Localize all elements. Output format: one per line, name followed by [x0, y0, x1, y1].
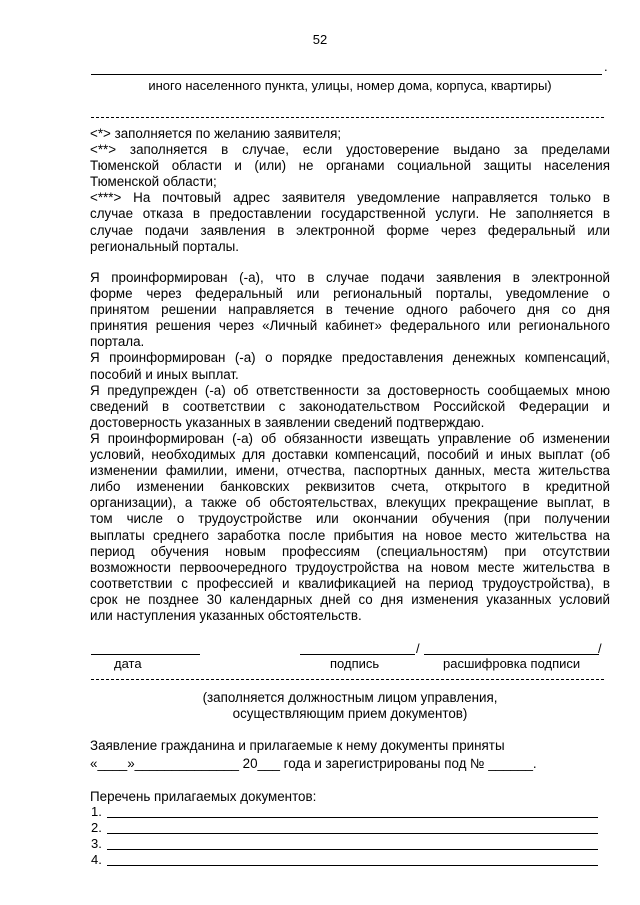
official-note — [90, 690, 610, 722]
signature-fill-line — [300, 654, 415, 655]
address-caption: иного населенного пункта, улицы, номер дома, корпуса, квартиры) — [148, 78, 552, 93]
statement-4-line-2: условий, необходимых для доставки компенсаций, пособий и иных выплат (об — [90, 447, 610, 463]
statement-4-line-6: том числе о трудоустройстве или окончании обучения (при получении — [90, 511, 610, 527]
official-note-line-2: осуществляющим прием документов) — [232, 706, 468, 721]
footnote-3-line-3: случае подачи заявления в электронной форме через федеральный или — [90, 222, 610, 238]
statement-1-line-4: принятия решения через «Личный кабинет» федерального или регионального — [90, 318, 610, 334]
statement-3-line-1: Я предупрежден (-а) об ответственности за достоверность сообщаемых мною — [90, 382, 610, 398]
official-separator — [91, 679, 604, 680]
statement-4-line-4: либо изменении банковских реквизитов счета, открытого в кредитной — [90, 479, 610, 495]
statement-4-line-10: соответствии с профессией и квалификацией на период трудоустройства), в — [90, 575, 610, 591]
official-note-line-1: (заполняется должностным лицом управления, — [202, 690, 498, 705]
address-fill-line — [91, 74, 602, 75]
documents-title: Перечень прилагаемых документов: — [90, 789, 317, 804]
statement-1-line-5: портала. — [90, 334, 145, 350]
statement-1-line-2: форме через федеральный или региональный порталы, уведомление о — [90, 286, 610, 302]
footnote-2-line-2: Тюменской области и (или) не органами социальной защиты населения — [90, 158, 610, 174]
address-line-dot: . — [604, 59, 608, 74]
document-item-1-line — [107, 817, 598, 818]
date-fill-line — [91, 654, 200, 655]
footnote-3-line-1: <***> На почтовый адрес заявителя уведомление направляется только в — [90, 190, 610, 206]
accepted-statement: Заявление гражданина и прилагаемые к нему документы приняты — [90, 738, 505, 753]
signature-end-slash: / — [598, 641, 602, 656]
document-item-3-number: 3. — [91, 836, 102, 851]
statement-1-line-1: Я проинформирован (-а), что в случае подачи заявления в электронной — [90, 270, 610, 285]
statement-3-line-2: сведений в соответствии с законодательством Российской Федерации и — [90, 398, 610, 414]
footnotes-block — [90, 126, 610, 255]
statement-4-line-11: срок не позднее 30 календарных дней со дня изменения указанных условий — [90, 591, 610, 607]
footnote-2-line-3: Тюменской области; — [90, 174, 217, 190]
document-item-2-number: 2. — [91, 820, 102, 835]
statement-4-line-8: период обучения новым профессиям (специальностям) при отсутствии — [90, 543, 610, 559]
statement-4-line-12: или наступления указанных обстоятельств. — [90, 607, 362, 623]
footnote-2-line-1: <**> заполняется в случае, если удостоверение выдано за пределами — [90, 142, 610, 158]
signature-separator: / — [416, 641, 420, 656]
document-item-4-line — [107, 865, 598, 866]
decode-fill-line — [424, 654, 599, 655]
footnotes-separator — [91, 117, 604, 118]
document-item-1-number: 1. — [91, 804, 102, 819]
document-item-2-line — [107, 833, 598, 834]
footnote-3-line-2: случае отказа в предоставлении государственной услуги. Не заполняется в — [90, 206, 610, 222]
signature-label: подпись — [330, 656, 380, 671]
statement-4-line-1: Я проинформирован (-а) об обязанности извещать управление об изменении — [90, 430, 610, 446]
statement-2-line-2: пособий и иных выплат. — [90, 366, 239, 382]
statements-block — [90, 270, 610, 624]
statement-2-line-1: Я проинформирован (-а) о порядке предоставления денежных компенсаций, — [90, 350, 610, 366]
date-label: дата — [114, 656, 142, 671]
statement-4-line-3: изменении фамилии, имени, отчества, паспортных данных, места жительства — [90, 463, 610, 479]
statement-3-line-3: достоверность указанных в заявлении сведений подтверждаю. — [90, 414, 485, 430]
statement-4-line-5: организации), а также об обстоятельствах, влекущих прекращение выплат, в — [90, 495, 610, 511]
statement-4-line-9: возможности первоочередного трудоустройства на новом месте жительства в — [90, 559, 610, 575]
statement-4-line-7: выплаты среднего заработка после прибытия на новое место жительства на — [90, 527, 610, 543]
footnote-1: <*> заполняется по желанию заявителя; — [90, 126, 342, 141]
document-item-4-number: 4. — [91, 852, 102, 867]
decode-label: расшифровка подписи — [443, 656, 581, 671]
statement-1-line-3: принятом решении направляется в течение одного рабочего дня со дня — [90, 302, 610, 318]
accepted-date-registration: «____»______________ 20___ года и зарегистрированы под № ______. — [90, 756, 537, 771]
footnote-3-line-4: региональный порталы. — [90, 238, 239, 254]
document-item-3-line — [107, 849, 598, 850]
page-number: 52 — [312, 32, 328, 47]
